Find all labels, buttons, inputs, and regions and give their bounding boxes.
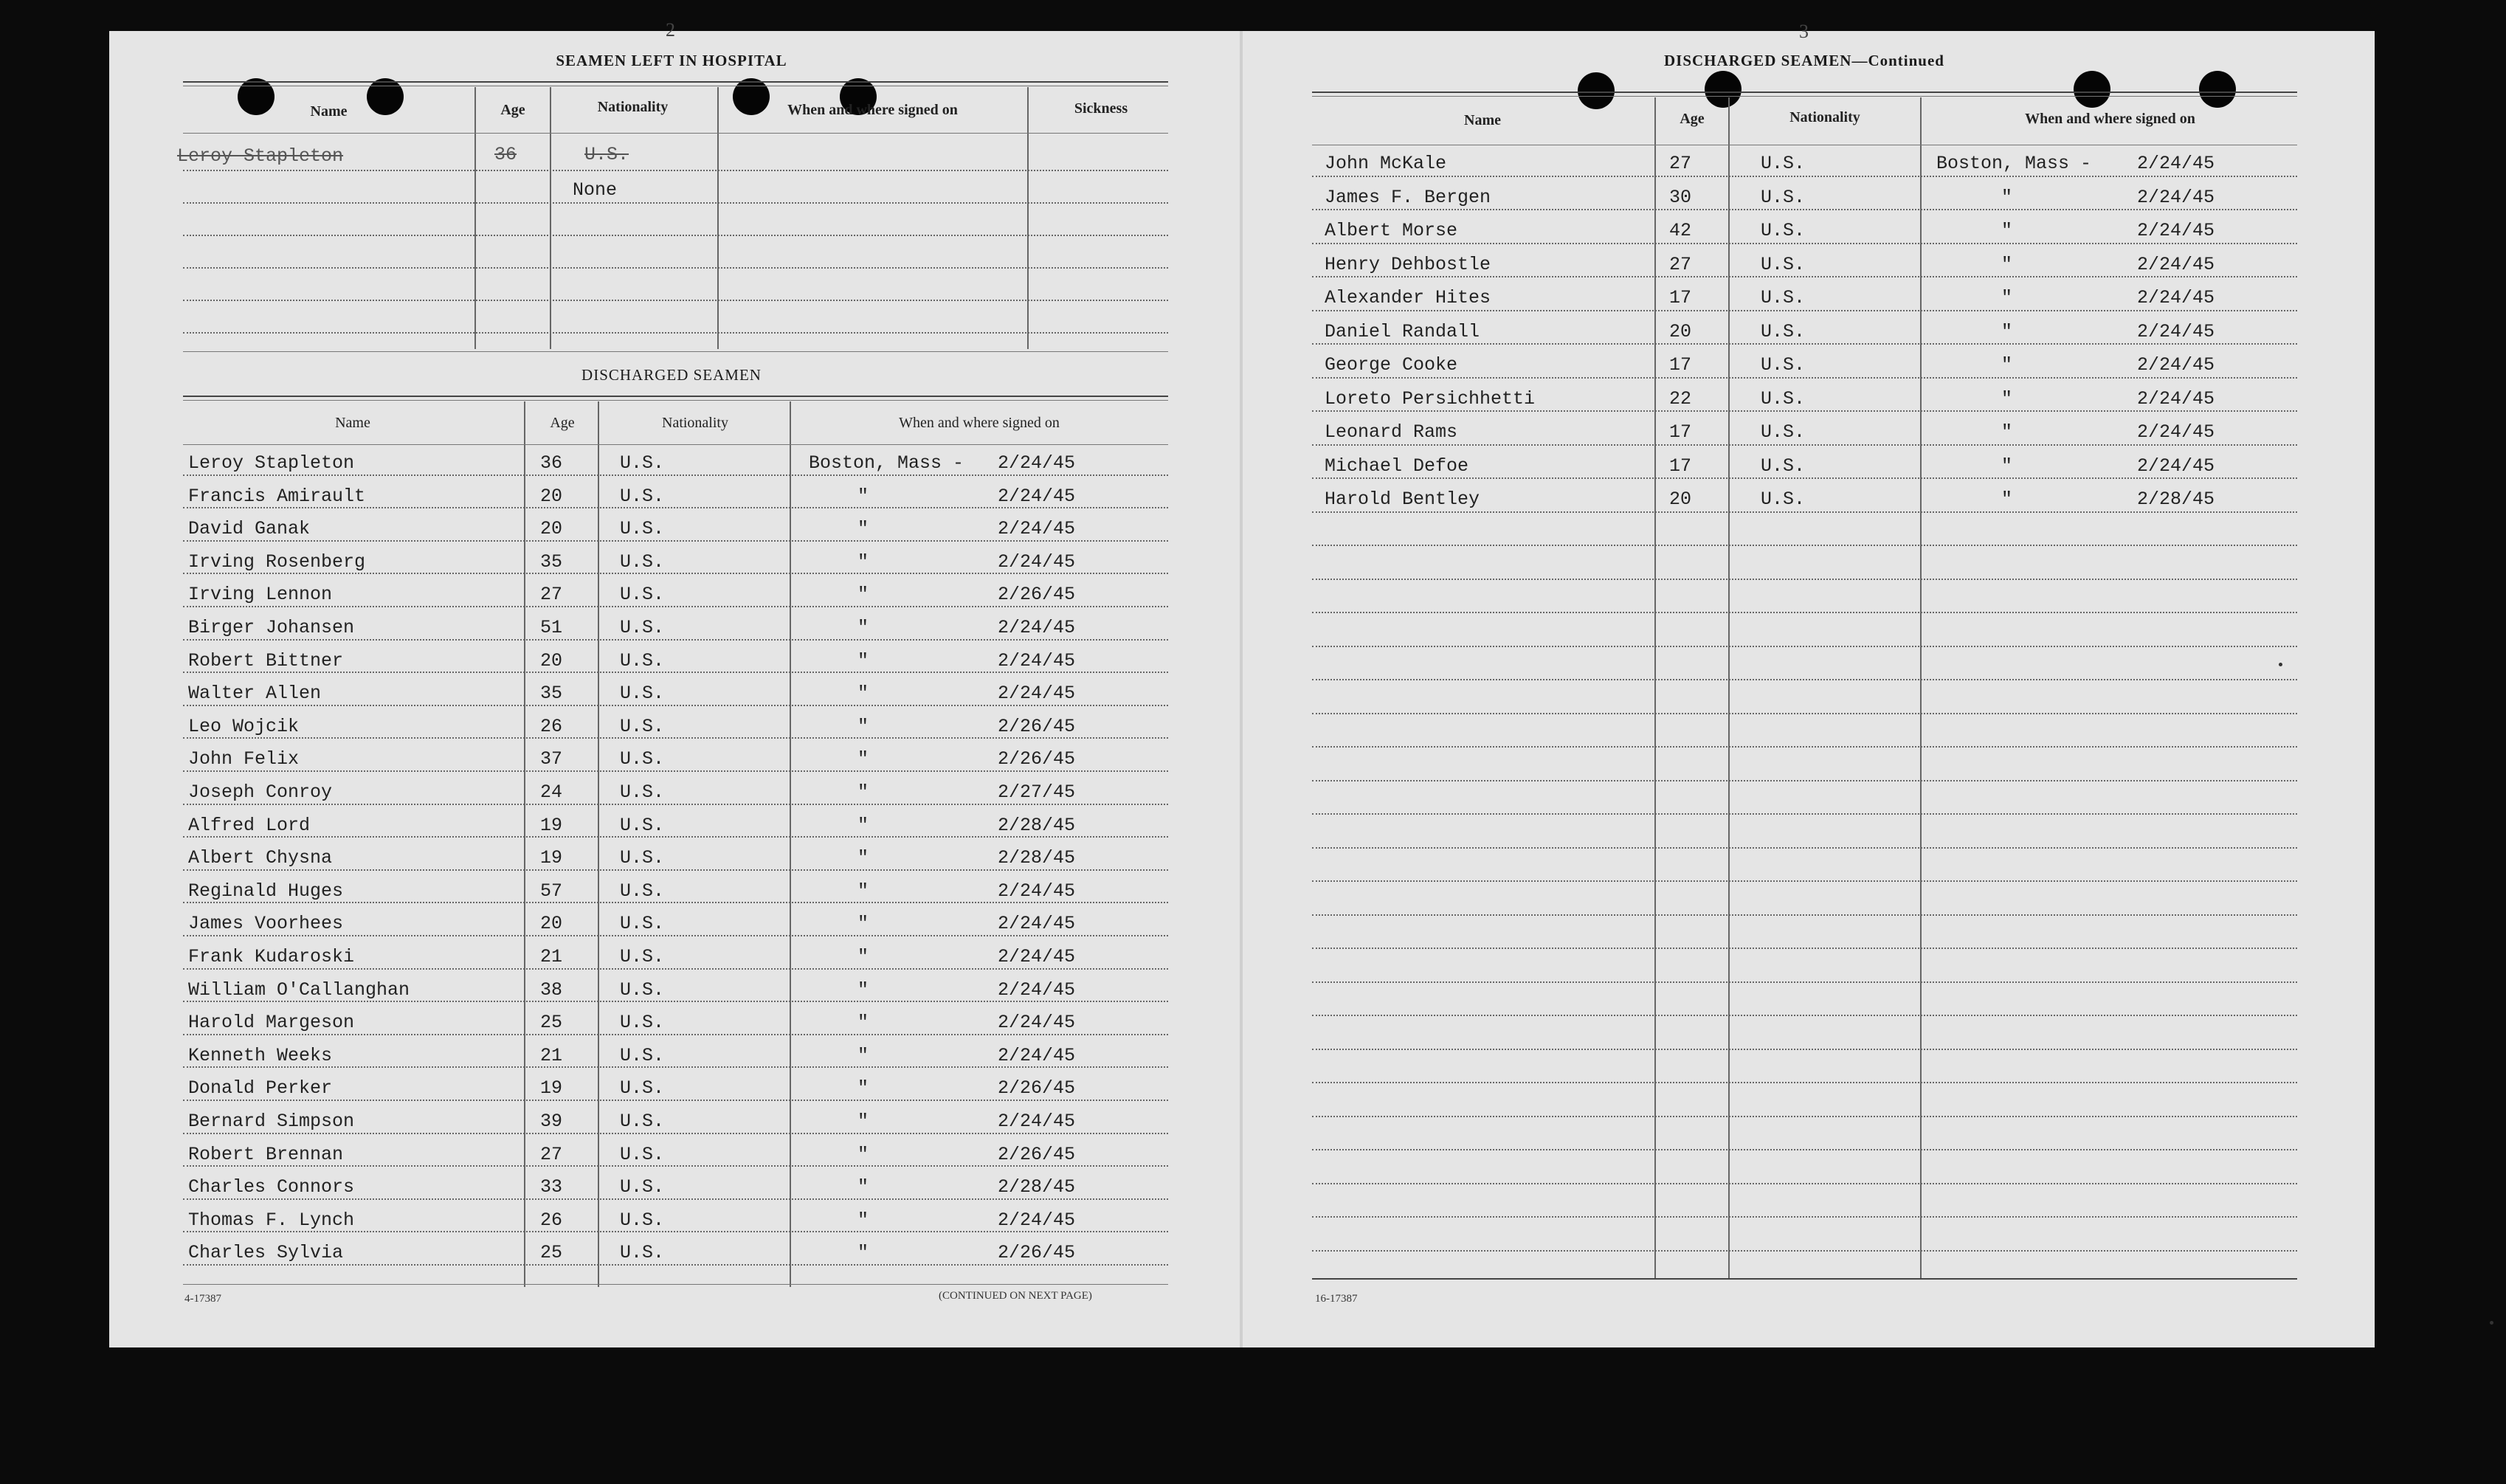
signed-on-date: 2/24/45 bbox=[998, 683, 1076, 705]
seaman-nationality: U.S. bbox=[620, 847, 665, 869]
signed-on-place: " bbox=[857, 518, 869, 540]
signed-on-place: Boston, Mass - bbox=[1936, 153, 2092, 174]
row-line bbox=[1312, 847, 2297, 849]
signed-on-place: " bbox=[857, 485, 869, 507]
hospital-entry-age: 36 bbox=[494, 144, 517, 165]
signed-on-date: 2/24/45 bbox=[2137, 220, 2215, 241]
row-line bbox=[183, 1066, 1168, 1068]
rule bbox=[183, 1284, 1168, 1285]
column-divider bbox=[790, 401, 791, 1287]
seaman-age: 17 bbox=[1669, 455, 1692, 477]
seaman-nationality: U.S. bbox=[1761, 153, 1806, 174]
signed-on-date: 2/28/45 bbox=[998, 814, 1076, 836]
seaman-age: 38 bbox=[540, 979, 563, 1001]
seaman-age: 22 bbox=[1669, 387, 1692, 410]
punch-hole bbox=[2074, 71, 2110, 108]
signed-on-place: " bbox=[2001, 253, 2013, 275]
row-line bbox=[1312, 813, 2297, 815]
signed-on-place: " bbox=[857, 1012, 869, 1034]
seaman-age: 19 bbox=[540, 847, 563, 869]
row-line bbox=[183, 804, 1168, 805]
signed-on-place: " bbox=[857, 847, 869, 869]
seaman-nationality: U.S. bbox=[620, 1044, 665, 1066]
row-line bbox=[1312, 713, 2297, 714]
row-line bbox=[183, 770, 1168, 772]
seaman-nationality: U.S. bbox=[1761, 354, 1806, 376]
seaman-age: 20 bbox=[1669, 489, 1692, 510]
signed-on-place: " bbox=[857, 649, 869, 672]
column-divider bbox=[1728, 97, 1730, 1278]
seaman-name: Alexander Hites bbox=[1325, 287, 1491, 308]
rule bbox=[1312, 96, 2297, 97]
row-line bbox=[183, 705, 1168, 706]
seaman-age: 19 bbox=[540, 1077, 563, 1100]
signed-on-place: " bbox=[857, 1143, 869, 1165]
row-line bbox=[183, 1001, 1168, 1002]
signed-on-date: 2/24/45 bbox=[998, 1111, 1076, 1132]
row-line bbox=[1312, 343, 2297, 345]
row-line bbox=[183, 170, 1168, 171]
seaman-name: Joseph Conroy bbox=[188, 781, 333, 803]
seaman-age: 39 bbox=[540, 1111, 563, 1132]
seaman-name: Kenneth Weeks bbox=[188, 1044, 333, 1066]
row-line bbox=[183, 869, 1168, 871]
seaman-age: 17 bbox=[1669, 287, 1692, 308]
seaman-age: 20 bbox=[540, 485, 563, 507]
row-line bbox=[1312, 310, 2297, 311]
signed-on-place: " bbox=[2001, 220, 2013, 241]
row-line bbox=[1312, 612, 2297, 613]
signed-on-place: " bbox=[857, 715, 869, 737]
seaman-name: Harold Bentley bbox=[1325, 489, 1480, 510]
signed-on-place: " bbox=[857, 1209, 869, 1231]
seaman-name: John Felix bbox=[188, 748, 300, 770]
row-line bbox=[1312, 1116, 2297, 1117]
seaman-name: Loreto Persichhetti bbox=[1325, 387, 1536, 410]
signed-on-place: " bbox=[857, 781, 869, 803]
seaman-name: Leo Wojcik bbox=[188, 715, 300, 737]
seaman-age: 20 bbox=[540, 518, 563, 540]
signed-on-place: " bbox=[857, 1077, 869, 1100]
row-line bbox=[1312, 410, 2297, 412]
seaman-age: 27 bbox=[540, 584, 563, 606]
seaman-name: Walter Allen bbox=[188, 683, 322, 705]
continued-header-signed: When and where signed on bbox=[2025, 111, 2195, 127]
signed-on-date: 2/28/45 bbox=[2137, 489, 2215, 510]
seaman-age: 51 bbox=[540, 617, 563, 638]
row-line bbox=[183, 474, 1168, 476]
signed-on-place: " bbox=[857, 1111, 869, 1132]
seaman-name: Reginald Huges bbox=[188, 880, 344, 902]
seaman-age: 36 bbox=[540, 452, 563, 474]
seaman-nationality: U.S. bbox=[620, 913, 665, 935]
seaman-name: David Ganak bbox=[188, 518, 311, 540]
signed-on-date: 2/24/45 bbox=[998, 452, 1076, 474]
seaman-nationality: U.S. bbox=[620, 551, 665, 573]
seaman-nationality: U.S. bbox=[620, 518, 665, 540]
seaman-name: Daniel Randall bbox=[1325, 320, 1480, 342]
signed-on-date: 2/26/45 bbox=[998, 748, 1076, 770]
seaman-nationality: U.S. bbox=[1761, 387, 1806, 410]
hospital-section-title: SEAMEN LEFT IN HOSPITAL bbox=[556, 52, 787, 69]
column-divider bbox=[474, 87, 476, 349]
row-line bbox=[1312, 209, 2297, 210]
signed-on-date: 2/24/45 bbox=[2137, 354, 2215, 376]
row-line bbox=[183, 1198, 1168, 1200]
column-divider bbox=[550, 87, 551, 349]
signed-on-date: 2/24/45 bbox=[2137, 320, 2215, 342]
hospital-entry-note: None bbox=[573, 179, 618, 201]
row-line bbox=[1312, 511, 2297, 513]
signed-on-date: 2/26/45 bbox=[998, 1143, 1076, 1165]
signed-on-place: " bbox=[2001, 421, 2013, 443]
signed-on-place: " bbox=[857, 814, 869, 836]
signed-on-date: 2/24/45 bbox=[998, 1044, 1076, 1066]
rule bbox=[183, 133, 1168, 134]
signed-on-place: " bbox=[857, 880, 869, 902]
scan-speck bbox=[2279, 663, 2282, 666]
signed-on-date: 2/24/45 bbox=[998, 946, 1076, 967]
seaman-name: George Cooke bbox=[1325, 354, 1458, 376]
row-line bbox=[1312, 746, 2297, 748]
seaman-nationality: U.S. bbox=[620, 1242, 665, 1264]
seaman-age: 24 bbox=[540, 781, 563, 803]
signed-on-place: " bbox=[2001, 489, 2013, 510]
row-line bbox=[183, 1264, 1168, 1266]
rule bbox=[183, 444, 1168, 445]
row-line bbox=[183, 507, 1168, 508]
seaman-name: Charles Connors bbox=[188, 1176, 355, 1198]
seaman-age: 25 bbox=[540, 1242, 563, 1264]
seaman-nationality: U.S. bbox=[1761, 253, 1806, 275]
seaman-nationality: U.S. bbox=[620, 683, 665, 705]
seaman-name: Bernard Simpson bbox=[188, 1111, 355, 1132]
seaman-nationality: U.S. bbox=[620, 781, 665, 803]
seaman-name: James Voorhees bbox=[188, 913, 344, 935]
seaman-name: James F. Bergen bbox=[1325, 186, 1491, 208]
row-line bbox=[1312, 1082, 2297, 1083]
seaman-nationality: U.S. bbox=[1761, 287, 1806, 308]
punch-hole bbox=[1578, 72, 1615, 109]
seaman-nationality: U.S. bbox=[1761, 455, 1806, 477]
signed-on-date: 2/24/45 bbox=[998, 518, 1076, 540]
signed-on-place: " bbox=[857, 617, 869, 638]
form-number: 4-17387 bbox=[184, 1293, 221, 1305]
signed-on-date: 2/28/45 bbox=[998, 847, 1076, 869]
continued-section-title: DISCHARGED SEAMEN—Continued bbox=[1664, 52, 1944, 69]
seaman-age: 21 bbox=[540, 946, 563, 967]
seaman-nationality: U.S. bbox=[620, 814, 665, 836]
seaman-nationality: U.S. bbox=[620, 748, 665, 770]
seaman-age: 20 bbox=[540, 649, 563, 672]
discharged-header-age: Age bbox=[550, 415, 575, 431]
scan-speck bbox=[2490, 1321, 2493, 1325]
row-line bbox=[1312, 377, 2297, 379]
rule bbox=[183, 400, 1168, 401]
seaman-name: Donald Perker bbox=[188, 1077, 333, 1100]
signed-on-date: 2/24/45 bbox=[998, 1209, 1076, 1231]
seaman-nationality: U.S. bbox=[1761, 489, 1806, 510]
row-line bbox=[1312, 243, 2297, 244]
seaman-nationality: U.S. bbox=[620, 649, 665, 672]
signed-on-place: " bbox=[857, 683, 869, 705]
column-divider bbox=[1027, 87, 1029, 349]
rule bbox=[1312, 1278, 2297, 1280]
seaman-name: Robert Brennan bbox=[188, 1143, 344, 1165]
row-line bbox=[1312, 679, 2297, 680]
signed-on-date: 2/26/45 bbox=[998, 715, 1076, 737]
row-line bbox=[1312, 981, 2297, 983]
row-line bbox=[1312, 1216, 2297, 1218]
seaman-age: 57 bbox=[540, 880, 563, 902]
column-divider bbox=[717, 87, 719, 349]
seaman-age: 33 bbox=[540, 1176, 563, 1198]
row-line bbox=[1312, 948, 2297, 949]
seaman-nationality: U.S. bbox=[1761, 421, 1806, 443]
signed-on-date: 2/28/45 bbox=[998, 1176, 1076, 1198]
punch-hole bbox=[1705, 71, 1742, 108]
row-line bbox=[183, 968, 1168, 970]
seaman-age: 21 bbox=[540, 1044, 563, 1066]
signed-on-date: 2/26/45 bbox=[998, 584, 1076, 606]
seaman-nationality: U.S. bbox=[620, 452, 665, 474]
signed-on-date: 2/24/45 bbox=[998, 880, 1076, 902]
row-line bbox=[183, 540, 1168, 542]
row-line bbox=[183, 300, 1168, 301]
seaman-age: 42 bbox=[1669, 220, 1692, 241]
seaman-name: Frank Kudaroski bbox=[188, 946, 355, 967]
signed-on-date: 2/24/45 bbox=[998, 485, 1076, 507]
signed-on-date: 2/24/45 bbox=[998, 649, 1076, 672]
seaman-name: Robert Bittner bbox=[188, 649, 344, 672]
row-line bbox=[183, 202, 1168, 204]
seaman-nationality: U.S. bbox=[620, 946, 665, 967]
signed-on-place: " bbox=[2001, 455, 2013, 477]
row-line bbox=[1312, 579, 2297, 580]
row-line bbox=[1312, 1049, 2297, 1050]
row-line bbox=[1312, 477, 2297, 479]
seaman-age: 27 bbox=[1669, 253, 1692, 275]
row-line bbox=[183, 1133, 1168, 1134]
rule bbox=[183, 81, 1168, 83]
row-line bbox=[183, 737, 1168, 739]
seaman-name: Irving Lennon bbox=[188, 584, 333, 606]
row-line bbox=[183, 332, 1168, 334]
seaman-name: Birger Johansen bbox=[188, 617, 355, 638]
row-line bbox=[1312, 646, 2297, 647]
page-number: 2 bbox=[666, 19, 675, 41]
seaman-name: Thomas F. Lynch bbox=[188, 1209, 355, 1231]
form-number: 16-17387 bbox=[1315, 1293, 1358, 1305]
seaman-age: 35 bbox=[540, 683, 563, 705]
row-line bbox=[1312, 880, 2297, 882]
seaman-name: Leonard Rams bbox=[1325, 421, 1458, 443]
discharged-header-nationality: Nationality bbox=[662, 415, 728, 431]
signed-on-place: " bbox=[857, 946, 869, 967]
signed-on-date: 2/26/45 bbox=[998, 1242, 1076, 1264]
seaman-nationality: U.S. bbox=[620, 1176, 665, 1198]
column-divider bbox=[524, 401, 525, 1287]
signed-on-date: 2/26/45 bbox=[998, 1077, 1076, 1100]
seaman-name: Harold Margeson bbox=[188, 1012, 355, 1034]
signed-on-date: 2/24/45 bbox=[2137, 153, 2215, 174]
seaman-name: Albert Chysna bbox=[188, 847, 333, 869]
signed-on-place: " bbox=[857, 584, 869, 606]
seaman-age: 17 bbox=[1669, 354, 1692, 376]
row-line bbox=[183, 606, 1168, 607]
seaman-nationality: U.S. bbox=[620, 1111, 665, 1132]
row-line bbox=[183, 1100, 1168, 1101]
signed-on-place: " bbox=[2001, 186, 2013, 208]
seaman-name: Alfred Lord bbox=[188, 814, 311, 836]
hospital-entry-nationality: U.S. bbox=[584, 144, 629, 165]
signed-on-date: 2/24/45 bbox=[2137, 455, 2215, 477]
column-divider bbox=[598, 401, 599, 1287]
rule bbox=[1312, 92, 2297, 93]
row-line bbox=[183, 235, 1168, 236]
signed-on-place: Boston, Mass - bbox=[809, 452, 964, 474]
seaman-nationality: U.S. bbox=[1761, 320, 1806, 342]
signed-on-date: 2/24/45 bbox=[998, 979, 1076, 1001]
row-line bbox=[1312, 1250, 2297, 1252]
row-line bbox=[183, 639, 1168, 641]
signed-on-place: " bbox=[2001, 387, 2013, 410]
discharged-header-name: Name bbox=[335, 415, 370, 431]
seaman-age: 20 bbox=[540, 913, 563, 935]
row-line bbox=[1312, 444, 2297, 446]
rule bbox=[183, 351, 1168, 352]
signed-on-date: 2/24/45 bbox=[2137, 287, 2215, 308]
seaman-nationality: U.S. bbox=[620, 979, 665, 1001]
signed-on-place: " bbox=[2001, 320, 2013, 342]
punch-hole bbox=[2199, 71, 2236, 108]
seaman-name: Albert Morse bbox=[1325, 220, 1458, 241]
signed-on-place: " bbox=[857, 748, 869, 770]
column-divider bbox=[1654, 97, 1656, 1278]
signed-on-date: 2/24/45 bbox=[2137, 421, 2215, 443]
seaman-age: 25 bbox=[540, 1012, 563, 1034]
row-line bbox=[1312, 1183, 2297, 1184]
row-line bbox=[183, 267, 1168, 269]
row-line bbox=[183, 672, 1168, 673]
seaman-age: 20 bbox=[1669, 320, 1692, 342]
signed-on-date: 2/24/45 bbox=[2137, 253, 2215, 275]
seaman-nationality: U.S. bbox=[1761, 186, 1806, 208]
row-line bbox=[183, 1034, 1168, 1035]
seaman-age: 37 bbox=[540, 748, 563, 770]
seaman-age: 19 bbox=[540, 814, 563, 836]
hospital-entry-name: Leroy Stapleton bbox=[177, 145, 344, 167]
seaman-name: Henry Dehbostle bbox=[1325, 253, 1491, 275]
seaman-age: 30 bbox=[1669, 186, 1692, 208]
seaman-nationality: U.S. bbox=[620, 584, 665, 606]
continued-header-age: Age bbox=[1680, 111, 1705, 127]
signed-on-date: 2/24/45 bbox=[998, 617, 1076, 638]
signed-on-date: 2/24/45 bbox=[2137, 186, 2215, 208]
signed-on-date: 2/24/45 bbox=[998, 1012, 1076, 1034]
row-line bbox=[183, 836, 1168, 838]
seaman-age: 27 bbox=[540, 1143, 563, 1165]
row-line bbox=[1312, 780, 2297, 781]
signed-on-place: " bbox=[857, 979, 869, 1001]
signed-on-date: 2/24/45 bbox=[998, 551, 1076, 573]
signed-on-place: " bbox=[857, 1242, 869, 1264]
seaman-age: 17 bbox=[1669, 421, 1692, 443]
row-line bbox=[183, 902, 1168, 903]
hospital-header-age: Age bbox=[500, 102, 525, 118]
seaman-nationality: U.S. bbox=[620, 1209, 665, 1231]
row-line bbox=[1312, 1149, 2297, 1150]
signed-on-place: " bbox=[857, 913, 869, 935]
row-line bbox=[183, 1165, 1168, 1167]
signed-on-place: " bbox=[2001, 287, 2013, 308]
row-line bbox=[183, 1231, 1168, 1232]
seaman-name: William O'Callanghan bbox=[188, 979, 410, 1001]
seaman-nationality: U.S. bbox=[620, 880, 665, 902]
row-line bbox=[183, 935, 1168, 936]
seaman-name: Irving Rosenberg bbox=[188, 551, 366, 573]
page-fold bbox=[1240, 31, 1243, 1347]
seaman-nationality: U.S. bbox=[620, 1077, 665, 1100]
row-line bbox=[1312, 545, 2297, 546]
seaman-nationality: U.S. bbox=[620, 1012, 665, 1034]
seaman-nationality: U.S. bbox=[620, 485, 665, 507]
seaman-nationality: U.S. bbox=[620, 1143, 665, 1165]
seaman-nationality: U.S. bbox=[620, 617, 665, 638]
discharged-header-signed: When and where signed on bbox=[899, 415, 1060, 431]
signed-on-place: " bbox=[857, 551, 869, 573]
seaman-age: 26 bbox=[540, 715, 563, 737]
seaman-name: Michael Defoe bbox=[1325, 455, 1469, 477]
seaman-name: Leroy Stapleton bbox=[188, 452, 355, 474]
seaman-name: Charles Sylvia bbox=[188, 1242, 344, 1264]
hospital-header-nationality: Nationality bbox=[597, 99, 669, 115]
hospital-header-name: Name bbox=[310, 103, 348, 120]
continued-header-nationality: Nationality bbox=[1789, 109, 1860, 125]
seaman-name: Francis Amirault bbox=[188, 485, 366, 507]
continued-header-name: Name bbox=[1464, 112, 1501, 128]
signed-on-date: 2/24/45 bbox=[998, 913, 1076, 935]
signed-on-place: " bbox=[857, 1176, 869, 1198]
seaman-name: John McKale bbox=[1325, 153, 1447, 174]
row-line bbox=[1312, 176, 2297, 177]
page-number: 3 bbox=[1799, 21, 1809, 42]
row-line bbox=[183, 573, 1168, 574]
signed-on-place: " bbox=[857, 1044, 869, 1066]
seaman-age: 26 bbox=[540, 1209, 563, 1231]
seaman-age: 35 bbox=[540, 551, 563, 573]
row-line bbox=[1312, 1015, 2297, 1016]
signed-on-date: 2/24/45 bbox=[2137, 387, 2215, 410]
signed-on-place: " bbox=[2001, 354, 2013, 376]
seaman-age: 27 bbox=[1669, 153, 1692, 174]
signed-on-date: 2/27/45 bbox=[998, 781, 1076, 803]
rule bbox=[183, 396, 1168, 397]
hospital-header-signed: When and where signed on bbox=[787, 102, 958, 118]
column-divider bbox=[1920, 97, 1922, 1278]
row-line bbox=[1312, 276, 2297, 277]
continued-note: (CONTINUED ON NEXT PAGE) bbox=[939, 1290, 1092, 1302]
row-line bbox=[1312, 914, 2297, 916]
seaman-nationality: U.S. bbox=[620, 715, 665, 737]
seaman-nationality: U.S. bbox=[1761, 220, 1806, 241]
discharged-section-title: DISCHARGED SEAMEN bbox=[581, 366, 762, 384]
hospital-header-sickness: Sickness bbox=[1074, 100, 1128, 117]
